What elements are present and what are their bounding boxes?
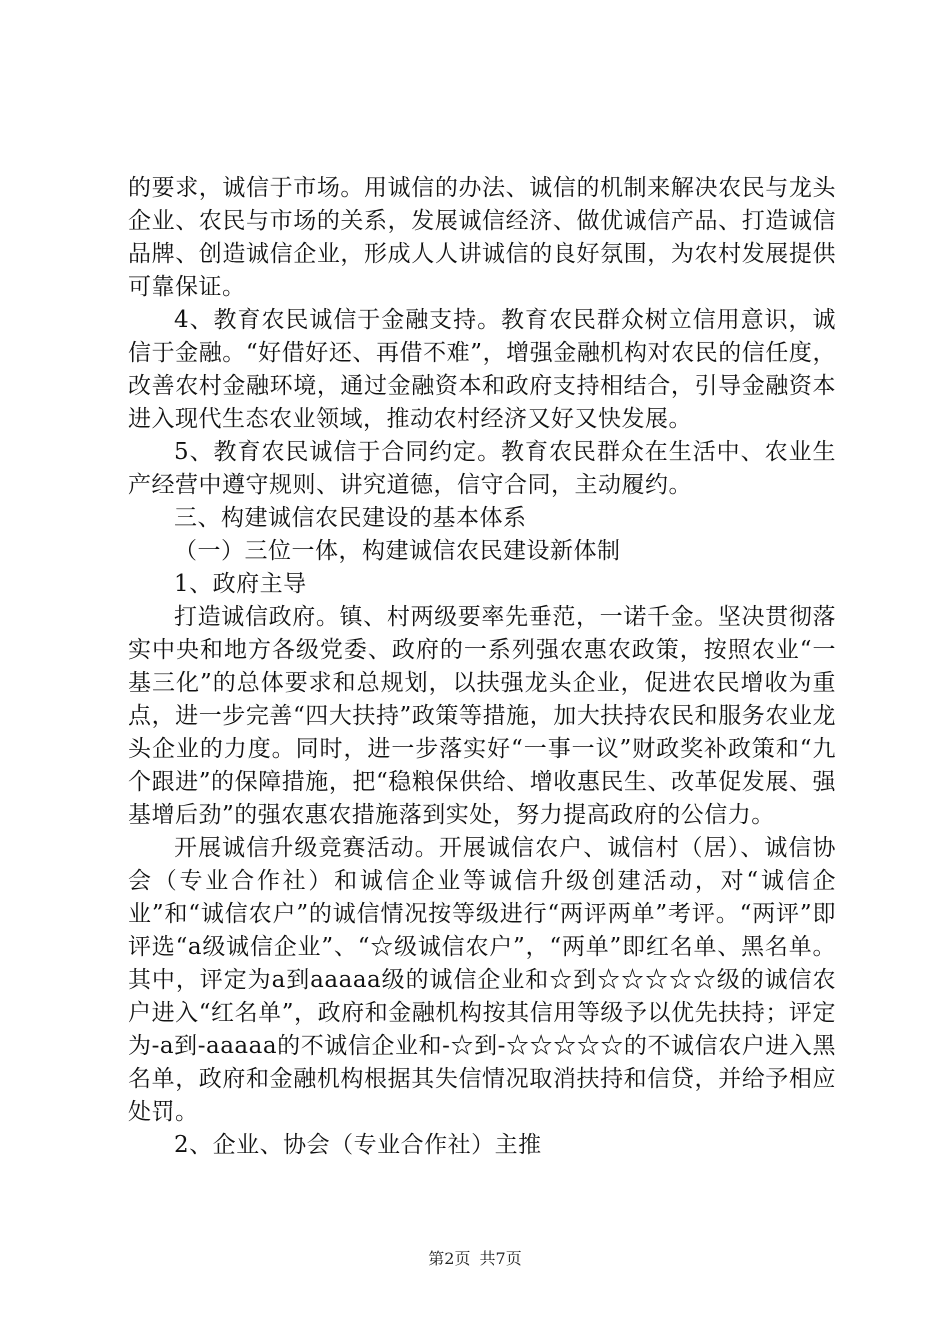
page-footer	[0, 1246, 950, 1269]
paragraph-finance: 4、教育农民诚信于金融支持。教育农民群众树立信用意识，诚信于金融。“好借好还、再借不难”，增强金融机构对农民的信任度，改善农村金融环境，通过金融资本和政府支持相结合，引导金融资本进入现代生态农业领域，推动农村经济又好又快发展。	[128, 307, 836, 432]
document-body	[128, 172, 836, 1162]
paragraph-continuation: 的要求，诚信于市场。用诚信的办法、诚信的机制来解决农民与龙头企业、农民与市场的关系，发展诚信经济、做优诚信产品、打造诚信品牌、创造诚信企业，形成人人讲诚信的良好氛围，为农村发展提供可靠保证。	[128, 175, 836, 300]
item-heading-enterprise: 2、企业、协会（专业合作社）主推	[174, 1132, 542, 1158]
page-number: 第2页	[428, 1249, 471, 1268]
paragraph-government: 打造诚信政府。镇、村两级要率先垂范，一诺千金。坚决贯彻落实中央和地方各级党委、政府的一系列强农惠农政策，按照农业“一基三化”的总体要求和总规划，以扶强龙头企业，促进农民增收为重点，进一步完善“四大扶持”政策等措施，加大扶持农民和服务农业龙头企业的力度。同时，进一步落实好“一事一议”财政奖补政策和“九个跟进”的保障措施，把“稳粮保供给、增收惠民生、改革促发展、强基增后劲”的强农惠农措施落到实处，努力提高政府的公信力。	[128, 604, 836, 828]
paragraph-competition: 开展诚信升级竞赛活动。开展诚信农户、诚信村（居）、诚信协会（专业合作社）和诚信企业等诚信升级创建活动，对“诚信企业”和“诚信农户”的诚信情况按等级进行“两评两单”考评。“两评”即评选“a级诚信企业”、“☆级诚信农户”，“两单”即红名单、黑名单。其中，评定为a到aaaaa级的诚信企业和☆到☆☆☆☆☆级的诚信农户进入“红名单”，政府和金融机构按其信用等级予以优先扶持；评定为-a到-aaaaa的不诚信企业和-☆到-☆☆☆☆☆的不诚信农户进入黑名单，政府和金融机构根据其失信情况取消扶持和信贷，并给予相应处罚。	[128, 835, 836, 1125]
section-heading: 三、构建诚信农民建设的基本体系	[174, 505, 527, 531]
subsection-heading: （一）三位一体，构建诚信农民建设新体制	[174, 538, 621, 564]
paragraph-contract: 5、教育农民诚信于合同约定。教育农民群众在生活中、农业生产经营中遵守规则、讲究道德，信守合同，主动履约。	[128, 439, 836, 498]
page-total: 共7页	[479, 1249, 522, 1268]
item-heading-government: 1、政府主导	[174, 571, 307, 597]
